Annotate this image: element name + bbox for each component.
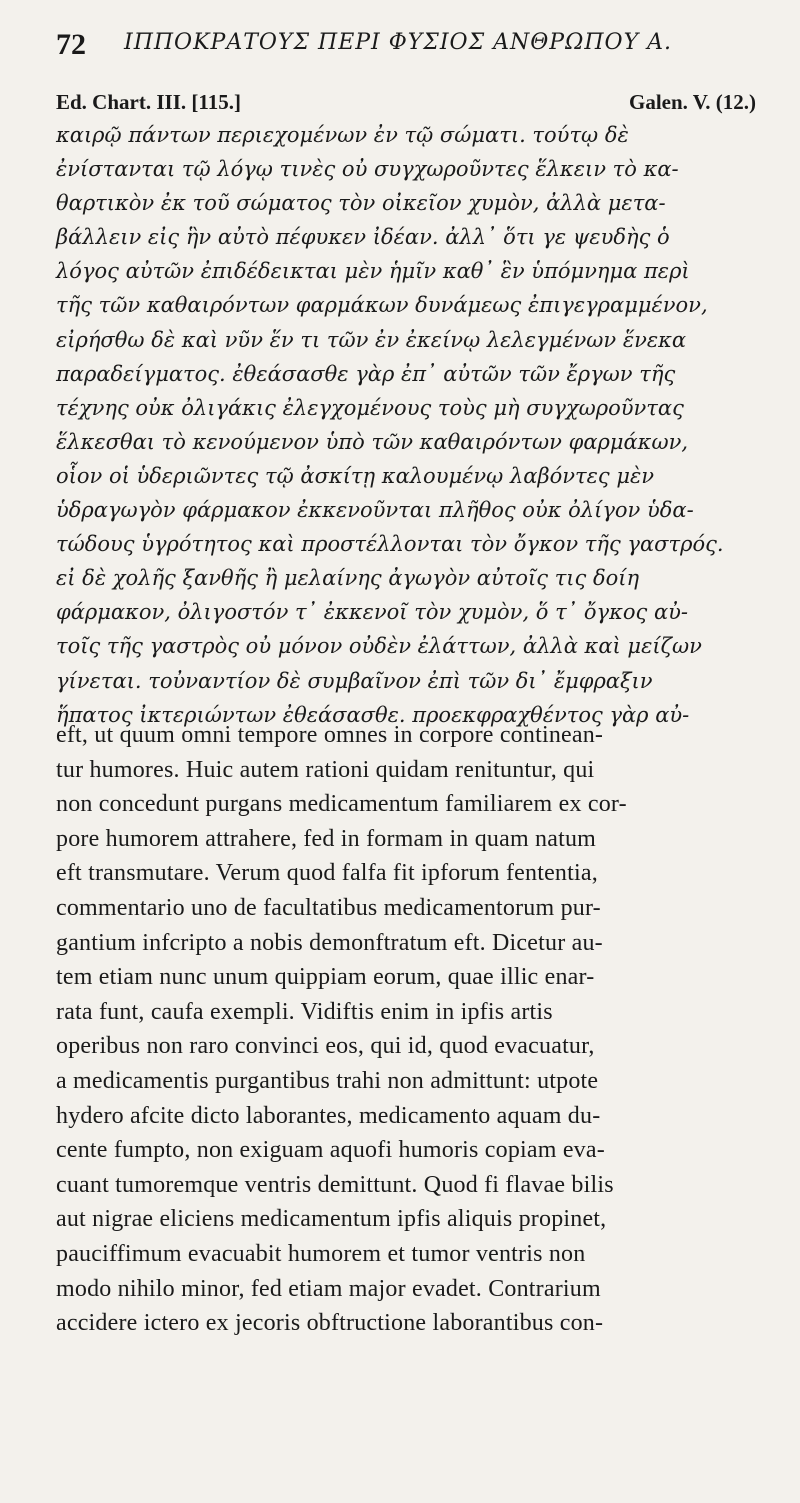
latin-line: operibus non raro convinci eos, qui id, quod evacuatur, xyxy=(56,1033,595,1060)
latin-line: gantium infcripto a nobis demonftratum eft. Dicetur au- xyxy=(56,929,603,956)
greek-line: ὑδραγωγὸν φάρμακον ἐκκενοῦνται πλῆθος οὐκ ὀλίγον ὑδα- xyxy=(56,498,694,523)
greek-line: παραδείγματος. ἐθεάσασθε γὰρ ἐπ᾽ αὐτῶν τῶν ἔργων τῆς xyxy=(56,361,676,386)
latin-line: a medicamentis purgantibus trahi non admittunt: utpote xyxy=(56,1067,599,1094)
greek-line: φάρμακον, ὀλιγοστόν τ᾽ ἐκκενοῖ τὸν χυμὸν, ὅ τ᾽ ὄγκος αὐ- xyxy=(56,600,688,625)
latin-line: rata funt, caufa exempli. Vidiftis enim in ipfis artis xyxy=(56,998,553,1025)
galen-reference: Galen. V. (12.) xyxy=(629,90,756,114)
edition-reference xyxy=(56,90,756,120)
latin-line: pauciffimum evacuabit humorem et tumor ventris non xyxy=(56,1240,586,1267)
chartier-reference: Ed. Chart. III. [115.] xyxy=(56,90,241,114)
greek-line: τέχνης οὐκ ὀλιγάκις ἐλεγχομένους τοὺς μὴ συγχωροῦντας xyxy=(56,395,684,420)
greek-line: εἰ δὲ χολῆς ξανθῆς ἢ μελαίνης ἀγωγὸν αὐτοῖς τις δοίη xyxy=(56,566,640,591)
greek-line: εἰρήσθω δὲ καὶ νῦν ἕν τι τῶν ἐν ἐκείνῳ λελεγμένων ἕνεκα xyxy=(56,327,687,352)
latin-line: pore humorem attrahere, fed in formam in quam natum xyxy=(56,825,597,852)
latin-line: eft transmutare. Verum quod falfa fit ipforum fententia, xyxy=(56,860,598,887)
latin-line: hydero afcite dicto laborantes, medicamento aquam du- xyxy=(56,1102,601,1129)
greek-line: καιρῷ πάντων περιεχομένων ἐν τῷ σώματι. τούτῳ δὲ xyxy=(56,123,629,147)
latin-line: tur humores. Huic autem rationi quidam renituntur, qui xyxy=(56,756,595,783)
latin-line: commentario uno de facultatibus medicamentorum pur- xyxy=(56,894,601,921)
latin-line: tem etiam nunc unum quippiam eorum, quae illic enar- xyxy=(56,964,595,991)
greek-line: τοῖς τῆς γαστρὸς οὐ μόνον οὐδὲν ἐλάττων, ἀλλὰ καὶ μείζων xyxy=(56,634,702,659)
greek-line: γίνεται. τοὐναντίον δὲ συμβαῖνον ἐπὶ τῶν δι᾽ ἔμφραξιν xyxy=(56,668,653,693)
greek-line: ἐνίστανται τῷ λόγῳ τινὲς οὐ συγχωροῦντες ἕλκειν τὸ κα- xyxy=(56,157,679,182)
running-title: ΙΠΠΟΚΡΑΤΟΥΣ ΠΕΡΙ ΦΥΣΙΟΣ ΑΝΘΡΩΠΟΥ Α. xyxy=(124,30,672,55)
latin-line: cuant tumoremque ventris demittunt. Quod fi flavae bilis xyxy=(56,1171,614,1198)
greek-line: οἷον οἱ ὑδεριῶντες τῷ ἀσκίτῃ καλουμένῳ λαβόντες μὲν xyxy=(56,463,654,488)
greek-line: τῆς τῶν καθαιρόντων φαρμάκων δυνάμεως ἐπιγεγραμμένον, xyxy=(56,293,708,318)
greek-line: τώδους ὑγρότητος καὶ προστέλλονται τὸν ὄγκον τῆς γαστρός. xyxy=(56,532,724,557)
latin-line: modo nihilo minor, fed etiam major evadet. Contrarium xyxy=(56,1275,601,1302)
greek-text xyxy=(56,118,766,732)
running-head xyxy=(56,28,756,78)
greek-line: ἥπατος ἰκτεριώντων ἐθεάσασθε. προεκφραχθέντος γὰρ αὐ- xyxy=(56,702,690,727)
latin-text xyxy=(56,718,766,1341)
greek-line: βάλλειν εἰς ἣν αὐτὸ πέφυκεν ἰδέαν. ἀλλ᾽ ὅτι γε ψευδὴς ὁ xyxy=(56,225,670,250)
page-number: 72 xyxy=(56,28,86,61)
greek-line: λόγος αὐτῶν ἐπιδέδεικται μὲν ἡμῖν καθ᾽ ἓν ὑπόμνημα περὶ xyxy=(56,259,690,284)
latin-line: cente fumpto, non exiguam aquofi humoris copiam eva- xyxy=(56,1137,605,1164)
latin-line: aut nigrae eliciens medicamentum ipfis aliquis propinet, xyxy=(56,1206,607,1233)
greek-line: θαρτικὸν ἐκ τοῦ σώματος τὸν οἰκεῖον χυμὸν, ἀλλὰ μετα- xyxy=(56,191,666,216)
latin-line: non concedunt purgans medicamentum familiarem ex cor- xyxy=(56,791,627,818)
greek-line: ἕλκεσθαι τὸ κενούμενον ὑπὸ τῶν καθαιρόντων φαρμάκων, xyxy=(56,429,689,454)
latin-line: eft, ut quum omni tempore omnes in corpore continean- xyxy=(56,722,604,748)
latin-line: accidere ictero ex jecoris obftructione laborantibus con- xyxy=(56,1310,604,1337)
